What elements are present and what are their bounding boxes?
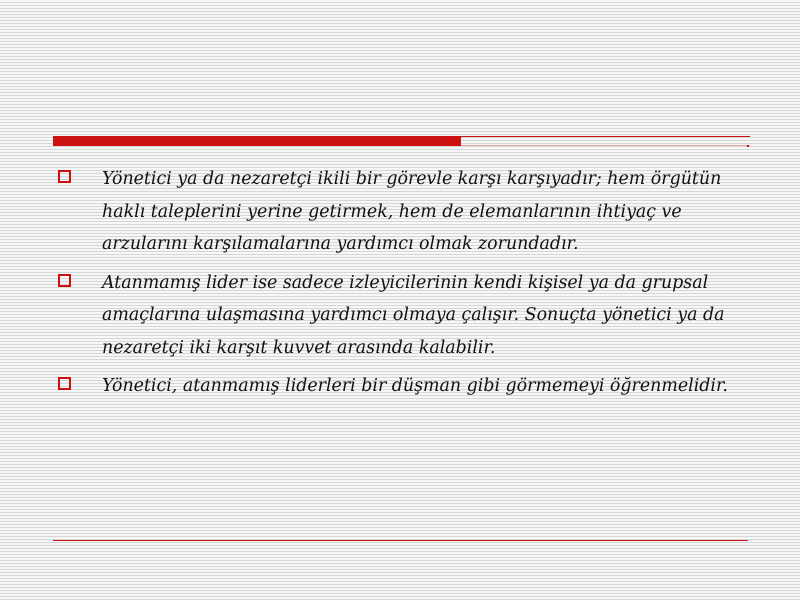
footer-divider [53, 540, 748, 541]
title-divider [53, 136, 750, 148]
square-bullet-icon [58, 377, 71, 390]
list-item [58, 267, 748, 365]
bullet-list [58, 163, 748, 409]
list-item [58, 163, 748, 261]
divider-thin-segment-lower [461, 145, 750, 146]
bullet-text: Yönetici, atanmamış liderleri bir düşman gibi görmemeyi öğrenmelidir. [102, 376, 728, 396]
divider-thick-segment [53, 136, 461, 146]
bullet-text: Yönetici ya da nezaretçi ikili bir görevle karşı karşıyadır; hem örgütün haklı taleplerini yerine getirmek, hem de elemanlarının ihtiyaç ve arzularını karşılamalarına yardımcı olmak zorundadır. [102, 169, 722, 254]
square-bullet-icon [58, 170, 71, 183]
square-bullet-icon [58, 274, 71, 287]
divider-thin-segment [461, 136, 750, 137]
divider-end-mark [747, 145, 749, 147]
list-item [58, 370, 748, 403]
bullet-text: Atanmamış lider ise sadece izleyicilerinin kendi kişisel ya da grupsal amaçlarına ulaşmasına yardımcı olmaya çalışır. Sonuçta yönetici ya da nezaretçi iki karşıt kuvvet arasında kalabilir. [102, 272, 725, 358]
